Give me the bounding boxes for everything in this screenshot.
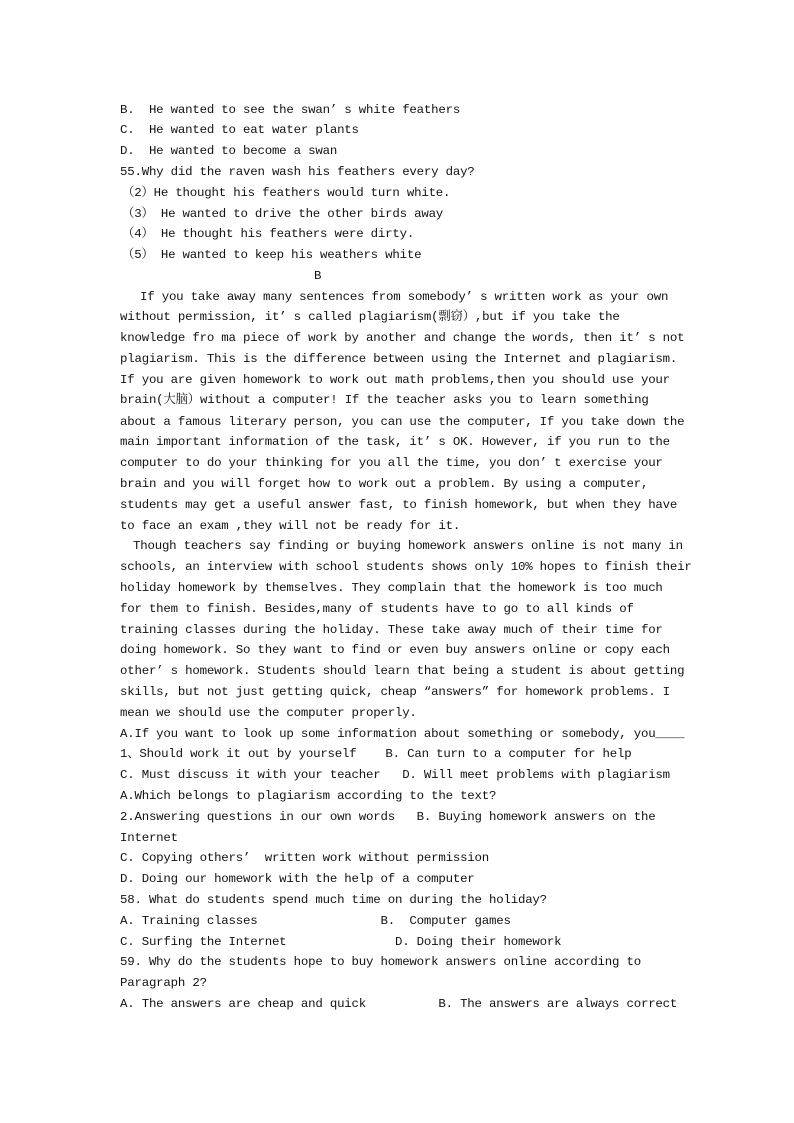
option-5: （5） He wanted to keep his weathers white — [122, 248, 422, 262]
passage-line: to face an exam ,they will not be ready for it. — [120, 519, 461, 533]
option-b-swan-feathers: B. He wanted to see the swan’ s white feathers — [120, 103, 461, 117]
option-line: A. Training classes B. Computer games — [120, 914, 511, 928]
option-line: A. The answers are cheap and quick B. The answers are always correct — [120, 997, 678, 1011]
passage-line: for them to finish. Besides,many of students have to go to all kinds of — [120, 602, 634, 616]
passage-line: plagiarism. This is the difference between using the Internet and plagiarism. — [120, 352, 678, 366]
option-c-water-plants: C. He wanted to eat water plants — [120, 123, 359, 137]
passage-line: other’ s homework. Students should learn that being a student is about getting — [120, 664, 685, 678]
option-line: D. Doing our homework with the help of a computer — [120, 872, 475, 886]
question-line: A.If you want to look up some information about something or somebody, you____ — [120, 727, 685, 741]
section-heading-b: B — [314, 269, 322, 283]
option-2: （2）He thought his feathers would turn white. — [122, 186, 451, 200]
option-line: 2.Answering questions in our own words B. Buying homework answers on the — [120, 810, 656, 824]
question-58: 58. What do students spend much time on during the holiday? — [120, 893, 547, 907]
option-line: C. Must discuss it with your teacher D. Will meet problems with plagiarism — [120, 768, 670, 782]
option-d-become-swan: D. He wanted to become a swan — [120, 144, 338, 158]
question-59-cont: Paragraph 2? — [120, 976, 207, 990]
passage-line: students may get a useful answer fast, to finish homework, but when they have — [120, 498, 678, 512]
passage-line: computer to do your thinking for you all the time, you don’ t exercise your — [120, 456, 663, 470]
question-55: 55.Why did the raven wash his feathers every day? — [120, 165, 475, 179]
passage-line: knowledge fro ma piece of work by another and change the words, then it’ s not — [120, 331, 685, 345]
passage-line: main important information of the task, it’ s OK. However, if you run to the — [120, 435, 670, 449]
option-4: （4） He thought his feathers were dirty. — [122, 227, 415, 241]
passage-line: doing homework. So they want to find or even buy answers online or copy each — [120, 643, 670, 657]
passage-line: brain and you will forget how to work out a problem. By using a computer, — [120, 477, 649, 491]
question-line: A.Which belongs to plagiarism according to the text? — [120, 789, 497, 803]
passage-line: schools, an interview with school students shows only 10% hopes to finish their — [120, 560, 692, 574]
passage-line: holiday homework by themselves. They complain that the homework is too much — [120, 581, 663, 595]
question-59: 59. Why do the students hope to buy homework answers online according to — [120, 955, 641, 969]
passage-line: If you take away many sentences from somebody’ s written work as your own — [140, 290, 669, 304]
passage-line: brain(大脑）without a computer! If the teacher asks you to learn something — [120, 393, 649, 407]
option-line: C. Surfing the Internet D. Doing their homework — [120, 935, 562, 949]
passage-line: Though teachers say finding or buying homework answers online is not many in — [133, 539, 683, 553]
option-line: C. Copying others’ written work without permission — [120, 851, 490, 865]
passage-line: If you are given homework to work out math problems,then you should use your — [120, 373, 670, 387]
option-3: （3） He wanted to drive the other birds away — [122, 207, 444, 221]
option-line: 1、Should work it out by yourself B. Can turn to a computer for help — [120, 747, 632, 761]
option-line: Internet — [120, 831, 178, 845]
passage-line: without permission, it’ s called plagiarism(剽窃）,but if you take the — [120, 310, 620, 324]
passage-line: training classes during the holiday. These take away much of their time for — [120, 623, 663, 637]
passage-line: skills, but not just getting quick, cheap “answers” for homework problems. I — [120, 685, 670, 699]
passage-line: mean we should use the computer properly. — [120, 706, 417, 720]
passage-line: about a famous literary person, you can use the computer, If you take down the — [120, 415, 685, 429]
